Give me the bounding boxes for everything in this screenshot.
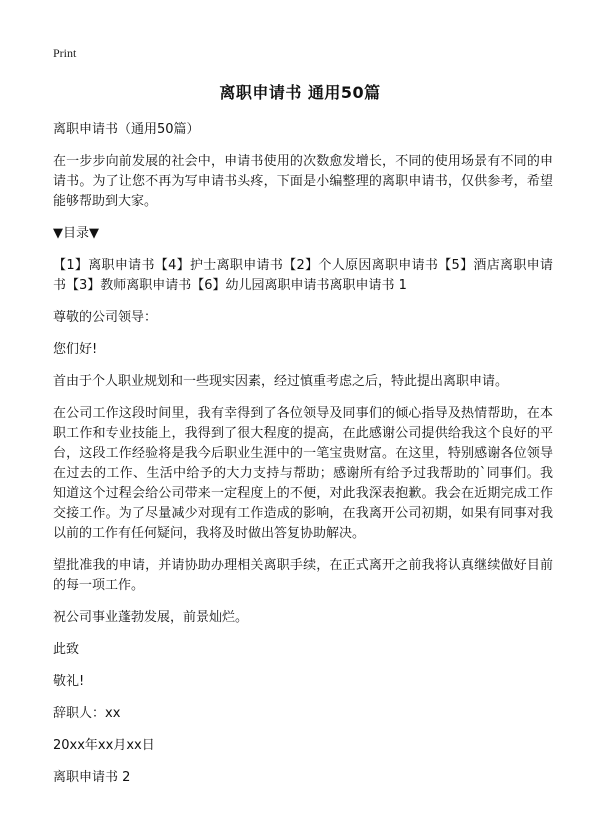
paragraph-2: 在公司工作这段时间里，我有幸得到了各位领导及同事们的倾心指导及热情帮助，在本职工作和专业技能上，我得到了很大程度的提高，在此感谢公司提供给我这个良好的平台，这段工作经验将是我今后职业生涯中的一笔宝贵财富。在这里，特别感谢各位领导在过去的工作、生活中给予的大力支持与帮助；感谢所有给予过我帮助的`同事们。我知道这个过程会给公司带来一定程度上的不便，对此我深表抱歉。我会在近期完成工作交接工作。为了尽量减少对现有工作造成的影响，在我离开公司初期，如果有同事对我以前的工作有任何疑问，我将及时做出答复协助解决。: [53, 406, 553, 541]
greeting: 您们好!: [53, 342, 98, 357]
salutation: 尊敬的公司领导：: [53, 310, 158, 325]
intro-paragraph: 在一步步向前发展的社会中，申请书使用的次数愈发增长，不同的使用场景有不同的申请书。为了让您不再为写申请书头疼，下面是小编整理的离职申请书，仅供参考，希望能够帮助到大家。: [53, 154, 553, 209]
toc-links[interactable]: 【1】离职申请书【4】护士离职申请书【2】个人原因离职申请书【5】酒店离职申请书【3】教师离职申请书【6】幼儿园离职申请书离职申请书 1: [53, 258, 553, 293]
paragraph-1: 首由于个人职业规划和一些现实因素，经过慎重考虑之后，特此提出离职申请。: [53, 374, 509, 389]
subtitle: 离职申请书（通用50篇）: [53, 122, 200, 137]
print-label[interactable]: Print: [53, 46, 77, 60]
paragraph-4: 祝公司事业蓬勃发展，前景灿烂。: [53, 610, 249, 625]
toc-heading[interactable]: ▼目录▼: [53, 226, 99, 241]
closing-line-2: 敬礼!: [53, 674, 85, 689]
page-title: 离职申请书 通用50篇: [219, 83, 381, 102]
next-section-heading: 离职申请书 2: [53, 770, 131, 785]
document-body: [53, 120, 553, 800]
closing-line-1: 此致: [53, 642, 80, 657]
signer: 辞职人：xx: [53, 706, 121, 721]
date: 20xx年xx月xx日: [53, 738, 155, 753]
paragraph-3: 望批准我的申请，并请协助办理相关离职手续，在正式离开之前我将认真继续做好目前的每一项工作。: [53, 558, 553, 593]
